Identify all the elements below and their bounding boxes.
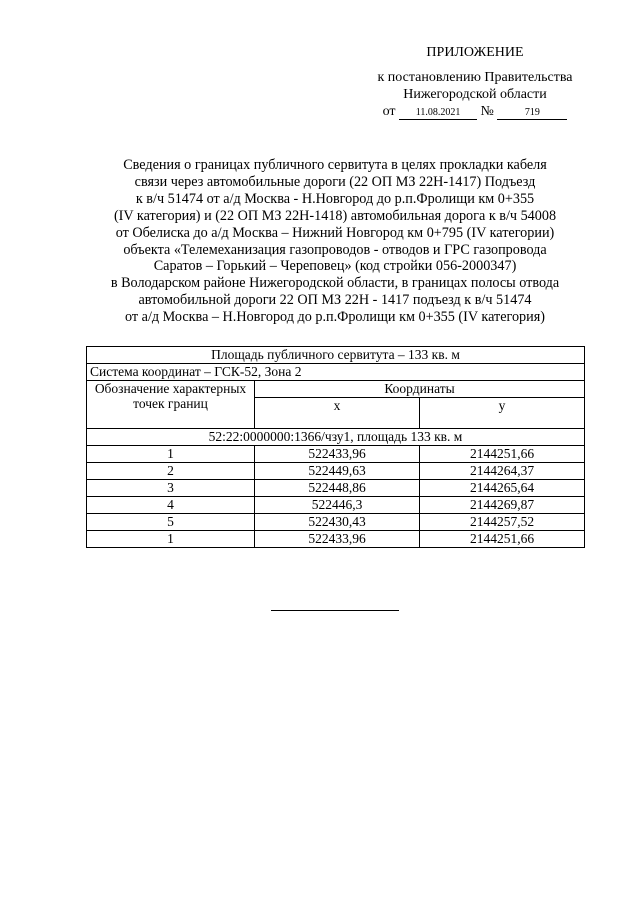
appendix-date-line <box>340 103 610 120</box>
x-column-header: х <box>255 398 420 429</box>
table-row <box>87 347 585 364</box>
table-row <box>87 480 585 497</box>
point-column-header: Обозначение характерных точек границ <box>87 381 255 429</box>
title-line: (IV категория) и (22 ОП МЗ 22Н-1418) автомобильная дорога к в/ч 54008 <box>113 207 557 224</box>
point-cell: 1 <box>87 531 255 548</box>
table-row <box>87 514 585 531</box>
resolution-date: 11.08.2021 <box>399 106 477 120</box>
x-cell: 522446,3 <box>255 497 420 514</box>
appendix-region-line: Нижегородской области <box>403 87 547 102</box>
point-cell: 5 <box>87 514 255 531</box>
y-column-header: у <box>420 398 585 429</box>
y-cell: 2144265,64 <box>420 480 585 497</box>
y-cell: 2144264,37 <box>420 463 585 480</box>
coordinates-table <box>86 346 585 548</box>
appendix-resolution-line: к постановлению Правительства <box>377 70 573 85</box>
table-row <box>87 446 585 463</box>
x-cell: 522430,43 <box>255 514 420 531</box>
resolution-number: 719 <box>497 106 567 120</box>
title-line: от а/д Москва – Н.Новгород до р.п.Фролищи км 0+355 (IV категория) <box>125 309 545 326</box>
title-line: в Володарском районе Нижегородской области, в границах полосы отвода <box>110 275 560 292</box>
title-line: от Обелиска до а/д Москва – Нижний Новгород км 0+795 (IV категории) <box>115 224 555 241</box>
title-line: Саратов – Горький – Череповец» (код стройки 056-2000347) <box>153 258 517 275</box>
y-cell: 2144251,66 <box>420 531 585 548</box>
title-line: Сведения о границах публичного сервитута в целях прокладки кабеля <box>123 157 547 173</box>
y-cell: 2144269,87 <box>420 497 585 514</box>
point-cell: 1 <box>87 446 255 463</box>
table-row <box>87 531 585 548</box>
point-cell: 3 <box>87 480 255 497</box>
coords-column-header: Координаты <box>255 381 585 398</box>
area-header-cell: Площадь публичного сервитута – 133 кв. м <box>87 347 585 364</box>
title-line: объекта «Телемеханизация газопроводов - отводов и ГРС газопровода <box>123 241 547 258</box>
appendix-heading: ПРИЛОЖЕНИЕ <box>426 45 524 60</box>
x-cell: 522433,96 <box>255 446 420 463</box>
number-label: № <box>480 104 494 119</box>
table-row <box>87 429 585 446</box>
parcel-cell: 52:22:0000000:1366/чзу1, площадь 133 кв. м <box>87 429 585 446</box>
y-cell: 2144251,66 <box>420 446 585 463</box>
coord-system-cell: Система координат – ГСК-52, Зона 2 <box>87 364 585 381</box>
from-label: от <box>382 104 396 119</box>
appendix-block <box>340 44 610 120</box>
point-cell: 2 <box>87 463 255 480</box>
table-row <box>87 381 585 398</box>
y-cell: 2144257,52 <box>420 514 585 531</box>
table-row <box>87 463 585 480</box>
table-row <box>87 497 585 514</box>
title-line: к в/ч 51474 от а/д Москва - Н.Новгород до р.п.Фролищи км 0+355 <box>135 190 535 207</box>
x-cell: 522448,86 <box>255 480 420 497</box>
closing-divider <box>271 610 399 611</box>
x-cell: 522433,96 <box>255 531 420 548</box>
point-cell: 4 <box>87 497 255 514</box>
title-line: связи через автомобильные дороги (22 ОП МЗ 22Н-1417) Подъезд <box>134 173 536 190</box>
title-line: автомобильной дороги 22 ОП МЗ 22Н - 1417 подъезд к в/ч 51474 <box>138 292 532 309</box>
table-row <box>87 364 585 381</box>
document-title <box>80 157 590 326</box>
x-cell: 522449,63 <box>255 463 420 480</box>
